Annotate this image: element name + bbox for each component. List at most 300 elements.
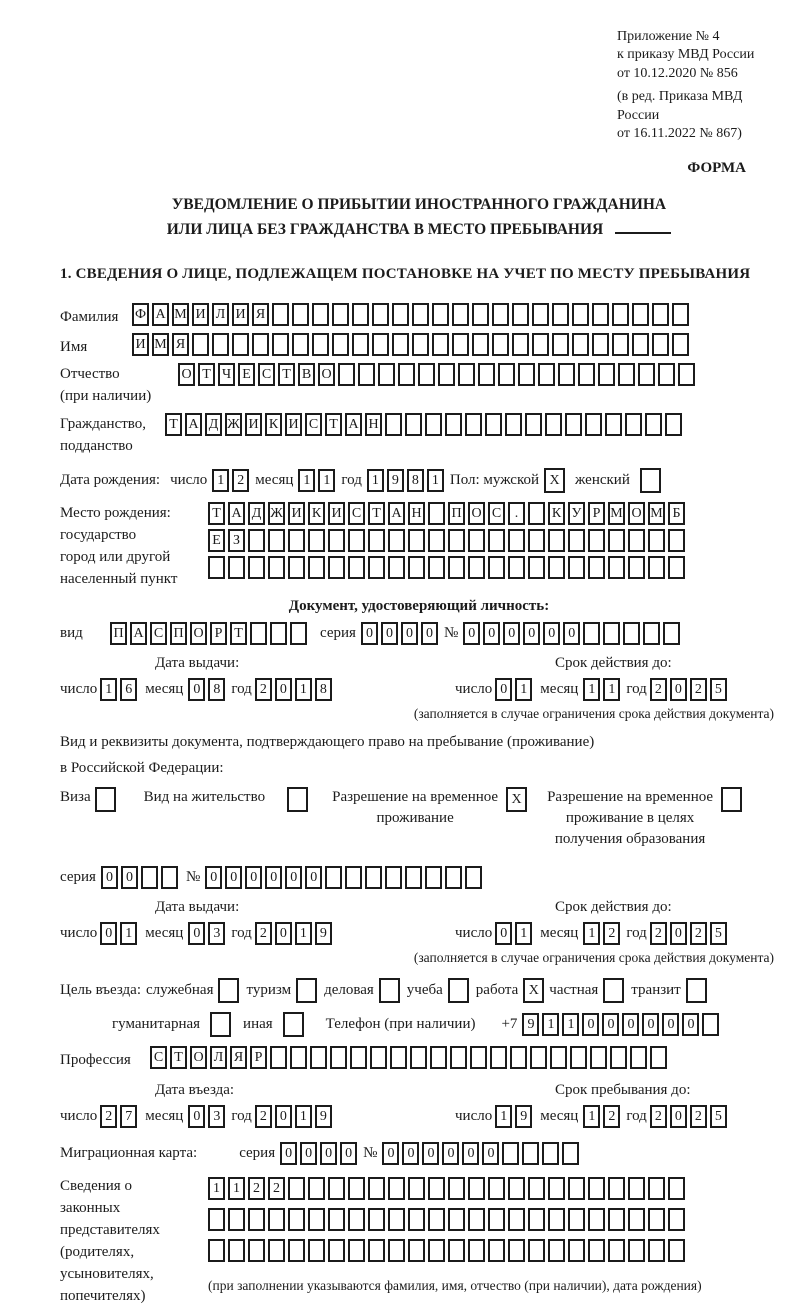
form-cell[interactable]: 2: [100, 1105, 117, 1128]
form-cell[interactable]: 0: [462, 1142, 479, 1165]
form-cell[interactable]: [208, 556, 225, 579]
form-cell[interactable]: [472, 333, 489, 356]
stay-month-cells[interactable]: [583, 1105, 623, 1128]
form-cell[interactable]: [565, 413, 582, 436]
form-cell[interactable]: [290, 1046, 307, 1069]
form-cell[interactable]: 9: [522, 1013, 539, 1036]
form-cell[interactable]: [368, 1208, 385, 1231]
form-cell[interactable]: 5: [710, 922, 727, 945]
form-cell[interactable]: [628, 529, 645, 552]
form-cell[interactable]: [632, 333, 649, 356]
form-cell[interactable]: 1: [295, 1105, 312, 1128]
form-cell[interactable]: [630, 1046, 647, 1069]
form-cell[interactable]: 7: [120, 1105, 137, 1128]
form-cell[interactable]: [528, 1177, 545, 1200]
permit-issue-year-cells[interactable]: [255, 922, 335, 945]
form-cell[interactable]: [592, 303, 609, 326]
form-cell[interactable]: 2: [248, 1177, 265, 1200]
form-cell[interactable]: [465, 866, 482, 889]
form-cell[interactable]: [432, 333, 449, 356]
form-cell[interactable]: 0: [401, 622, 418, 645]
form-cell[interactable]: [468, 556, 485, 579]
form-cell[interactable]: 0: [245, 866, 262, 889]
form-cell[interactable]: 0: [265, 866, 282, 889]
form-cell[interactable]: [292, 333, 309, 356]
representatives-row1-cells[interactable]: [208, 1177, 702, 1200]
form-cell[interactable]: Я: [172, 333, 189, 356]
form-cell[interactable]: [308, 529, 325, 552]
form-cell[interactable]: 1: [367, 469, 384, 492]
form-cell[interactable]: Ж: [225, 413, 242, 436]
form-cell[interactable]: [470, 1046, 487, 1069]
doc-series-cells[interactable]: [361, 622, 441, 645]
form-cell[interactable]: [428, 529, 445, 552]
form-cell[interactable]: 1: [583, 922, 600, 945]
phone-cells[interactable]: [522, 1013, 722, 1036]
form-cell[interactable]: [418, 363, 435, 386]
form-cell[interactable]: [248, 1208, 265, 1231]
form-cell[interactable]: О: [628, 502, 645, 525]
form-cell[interactable]: 2: [268, 1177, 285, 1200]
form-cell[interactable]: [330, 1046, 347, 1069]
form-cell[interactable]: [268, 556, 285, 579]
form-cell[interactable]: [288, 1177, 305, 1200]
form-cell[interactable]: 0: [382, 1142, 399, 1165]
form-cell[interactable]: [488, 1208, 505, 1231]
form-cell[interactable]: [332, 333, 349, 356]
form-cell[interactable]: С: [305, 413, 322, 436]
form-cell[interactable]: [468, 1239, 485, 1262]
form-cell[interactable]: [345, 866, 362, 889]
form-cell[interactable]: [270, 622, 287, 645]
form-cell[interactable]: [348, 1177, 365, 1200]
form-cell[interactable]: [522, 1142, 539, 1165]
form-cell[interactable]: [388, 1208, 405, 1231]
doc-valid-day-cells[interactable]: [495, 678, 535, 701]
form-cell[interactable]: [348, 1239, 365, 1262]
form-cell[interactable]: [458, 363, 475, 386]
form-cell[interactable]: [545, 413, 562, 436]
form-cell[interactable]: 9: [315, 922, 332, 945]
form-cell[interactable]: [425, 866, 442, 889]
doc-valid-year-cells[interactable]: [650, 678, 730, 701]
purpose-tourism-checkbox[interactable]: [296, 978, 317, 1003]
form-cell[interactable]: С: [488, 502, 505, 525]
form-cell[interactable]: [652, 333, 669, 356]
form-cell[interactable]: [488, 529, 505, 552]
doc-issue-year-cells[interactable]: [255, 678, 335, 701]
form-cell[interactable]: 0: [361, 622, 378, 645]
form-cell[interactable]: [542, 1142, 559, 1165]
form-cell[interactable]: Т: [165, 413, 182, 436]
form-cell[interactable]: [430, 1046, 447, 1069]
form-cell[interactable]: [208, 1239, 225, 1262]
form-cell[interactable]: [668, 556, 685, 579]
form-cell[interactable]: [605, 413, 622, 436]
form-cell[interactable]: [208, 1208, 225, 1231]
form-cell[interactable]: [532, 333, 549, 356]
form-cell[interactable]: О: [190, 622, 207, 645]
form-cell[interactable]: [428, 556, 445, 579]
form-cell[interactable]: [328, 556, 345, 579]
form-cell[interactable]: 3: [208, 1105, 225, 1128]
form-cell[interactable]: [548, 529, 565, 552]
form-cell[interactable]: [452, 303, 469, 326]
form-cell[interactable]: 5: [710, 1105, 727, 1128]
form-cell[interactable]: [508, 556, 525, 579]
form-cell[interactable]: [332, 303, 349, 326]
form-cell[interactable]: 2: [255, 678, 272, 701]
form-cell[interactable]: [488, 556, 505, 579]
form-cell[interactable]: 1: [583, 678, 600, 701]
form-cell[interactable]: 0: [563, 622, 580, 645]
form-cell[interactable]: [702, 1013, 719, 1036]
form-cell[interactable]: [618, 363, 635, 386]
form-cell[interactable]: 0: [285, 866, 302, 889]
form-cell[interactable]: [445, 866, 462, 889]
form-cell[interactable]: [525, 413, 542, 436]
form-cell[interactable]: [508, 1208, 525, 1231]
birthplace-row2-cells[interactable]: [208, 529, 688, 552]
form-cell[interactable]: [288, 1208, 305, 1231]
form-cell[interactable]: 1: [120, 922, 137, 945]
form-cell[interactable]: [358, 363, 375, 386]
form-cell[interactable]: [348, 1208, 365, 1231]
mc-number-cells[interactable]: [382, 1142, 582, 1165]
form-cell[interactable]: 2: [650, 922, 667, 945]
form-cell[interactable]: З: [228, 529, 245, 552]
form-cell[interactable]: 1: [495, 1105, 512, 1128]
form-cell[interactable]: [445, 413, 462, 436]
form-cell[interactable]: [558, 363, 575, 386]
birthplace-row3-cells[interactable]: [208, 556, 688, 579]
form-cell[interactable]: [490, 1046, 507, 1069]
form-cell[interactable]: 0: [495, 922, 512, 945]
form-cell[interactable]: Р: [250, 1046, 267, 1069]
form-cell[interactable]: К: [548, 502, 565, 525]
form-cell[interactable]: 0: [495, 678, 512, 701]
birthplace-row1-cells[interactable]: [208, 502, 688, 525]
form-cell[interactable]: И: [132, 333, 149, 356]
form-cell[interactable]: 9: [515, 1105, 532, 1128]
purpose-other-checkbox[interactable]: [283, 1012, 304, 1037]
form-cell[interactable]: [578, 363, 595, 386]
form-cell[interactable]: [268, 1208, 285, 1231]
form-cell[interactable]: 0: [482, 1142, 499, 1165]
form-cell[interactable]: [408, 1177, 425, 1200]
form-cell[interactable]: [678, 363, 695, 386]
form-cell[interactable]: [612, 333, 629, 356]
form-cell[interactable]: [385, 413, 402, 436]
form-cell[interactable]: В: [298, 363, 315, 386]
form-cell[interactable]: [388, 1239, 405, 1262]
birth-year-cells[interactable]: [367, 469, 447, 492]
form-cell[interactable]: [308, 1177, 325, 1200]
form-cell[interactable]: 5: [710, 678, 727, 701]
form-cell[interactable]: [365, 866, 382, 889]
form-cell[interactable]: Т: [170, 1046, 187, 1069]
form-cell[interactable]: 0: [503, 622, 520, 645]
form-cell[interactable]: 0: [121, 866, 138, 889]
form-cell[interactable]: Е: [208, 529, 225, 552]
form-cell[interactable]: [608, 1177, 625, 1200]
form-cell[interactable]: [348, 529, 365, 552]
form-cell[interactable]: [232, 333, 249, 356]
form-cell[interactable]: [472, 303, 489, 326]
form-cell[interactable]: С: [348, 502, 365, 525]
form-cell[interactable]: [308, 1208, 325, 1231]
form-cell[interactable]: [390, 1046, 407, 1069]
form-cell[interactable]: [328, 1177, 345, 1200]
form-cell[interactable]: [528, 1239, 545, 1262]
form-cell[interactable]: 1: [515, 922, 532, 945]
form-cell[interactable]: [408, 1239, 425, 1262]
form-cell[interactable]: М: [172, 303, 189, 326]
form-cell[interactable]: [408, 556, 425, 579]
form-cell[interactable]: А: [152, 303, 169, 326]
form-cell[interactable]: [505, 413, 522, 436]
form-cell[interactable]: [668, 529, 685, 552]
form-cell[interactable]: [538, 363, 555, 386]
form-cell[interactable]: [478, 363, 495, 386]
form-cell[interactable]: [648, 1239, 665, 1262]
permit-number-cells[interactable]: [205, 866, 485, 889]
form-cell[interactable]: [608, 1208, 625, 1231]
form-cell[interactable]: [388, 556, 405, 579]
form-cell[interactable]: [628, 1177, 645, 1200]
form-cell[interactable]: [428, 1208, 445, 1231]
form-cell[interactable]: [412, 333, 429, 356]
form-cell[interactable]: [508, 1239, 525, 1262]
form-cell[interactable]: [425, 413, 442, 436]
form-cell[interactable]: [352, 333, 369, 356]
form-cell[interactable]: [372, 303, 389, 326]
doc-number-cells[interactable]: [463, 622, 683, 645]
doc-kind-cells[interactable]: [110, 622, 310, 645]
form-cell[interactable]: [448, 1177, 465, 1200]
entry-year-cells[interactable]: [255, 1105, 335, 1128]
form-cell[interactable]: П: [170, 622, 187, 645]
form-cell[interactable]: [588, 529, 605, 552]
form-cell[interactable]: [310, 1046, 327, 1069]
form-cell[interactable]: [485, 413, 502, 436]
form-cell[interactable]: 0: [300, 1142, 317, 1165]
form-cell[interactable]: [603, 622, 620, 645]
form-cell[interactable]: [308, 1239, 325, 1262]
mc-series-cells[interactable]: [280, 1142, 360, 1165]
form-cell[interactable]: [428, 502, 445, 525]
form-cell[interactable]: [388, 529, 405, 552]
form-cell[interactable]: 0: [582, 1013, 599, 1036]
form-cell[interactable]: [452, 333, 469, 356]
form-cell[interactable]: А: [388, 502, 405, 525]
form-cell[interactable]: [658, 363, 675, 386]
form-cell[interactable]: 0: [543, 622, 560, 645]
form-cell[interactable]: Т: [208, 502, 225, 525]
form-cell[interactable]: 2: [603, 922, 620, 945]
form-cell[interactable]: [562, 1142, 579, 1165]
form-cell[interactable]: [552, 303, 569, 326]
form-cell[interactable]: [588, 1177, 605, 1200]
form-cell[interactable]: [548, 1239, 565, 1262]
purpose-business-checkbox[interactable]: [379, 978, 400, 1003]
form-cell[interactable]: 0: [602, 1013, 619, 1036]
form-cell[interactable]: [250, 622, 267, 645]
form-cell[interactable]: 0: [188, 1105, 205, 1128]
form-cell[interactable]: 0: [483, 622, 500, 645]
permit-valid-day-cells[interactable]: [495, 922, 535, 945]
sex-male-checkbox[interactable]: X: [544, 468, 565, 493]
patronymic-cells[interactable]: [178, 363, 698, 386]
form-cell[interactable]: [350, 1046, 367, 1069]
form-cell[interactable]: 0: [463, 622, 480, 645]
form-cell[interactable]: 0: [442, 1142, 459, 1165]
form-cell[interactable]: [665, 413, 682, 436]
sex-female-checkbox[interactable]: [640, 468, 661, 493]
form-cell[interactable]: [528, 556, 545, 579]
doc-issue-month-cells[interactable]: [188, 678, 228, 701]
form-cell[interactable]: [448, 1208, 465, 1231]
form-cell[interactable]: [628, 1239, 645, 1262]
form-cell[interactable]: [590, 1046, 607, 1069]
form-cell[interactable]: 0: [670, 1105, 687, 1128]
form-cell[interactable]: [141, 866, 158, 889]
form-cell[interactable]: 0: [188, 922, 205, 945]
form-cell[interactable]: 9: [387, 469, 404, 492]
form-cell[interactable]: [328, 1239, 345, 1262]
form-cell[interactable]: 0: [402, 1142, 419, 1165]
form-cell[interactable]: Р: [210, 622, 227, 645]
representatives-row3-cells[interactable]: [208, 1239, 702, 1262]
form-cell[interactable]: А: [228, 502, 245, 525]
form-cell[interactable]: [588, 556, 605, 579]
form-cell[interactable]: 0: [682, 1013, 699, 1036]
form-cell[interactable]: [312, 303, 329, 326]
form-cell[interactable]: [572, 333, 589, 356]
form-cell[interactable]: [392, 303, 409, 326]
form-cell[interactable]: [528, 502, 545, 525]
form-cell[interactable]: Ф: [132, 303, 149, 326]
form-cell[interactable]: М: [152, 333, 169, 356]
form-cell[interactable]: [368, 529, 385, 552]
form-cell[interactable]: [428, 1177, 445, 1200]
form-cell[interactable]: [272, 303, 289, 326]
form-cell[interactable]: [610, 1046, 627, 1069]
form-cell[interactable]: 2: [650, 1105, 667, 1128]
form-cell[interactable]: 8: [407, 469, 424, 492]
form-cell[interactable]: [450, 1046, 467, 1069]
form-cell[interactable]: [625, 413, 642, 436]
form-cell[interactable]: 0: [101, 866, 118, 889]
form-cell[interactable]: [488, 1239, 505, 1262]
form-cell[interactable]: [648, 1208, 665, 1231]
form-cell[interactable]: [432, 303, 449, 326]
form-cell[interactable]: Т: [278, 363, 295, 386]
form-cell[interactable]: [608, 1239, 625, 1262]
form-cell[interactable]: 1: [295, 922, 312, 945]
form-cell[interactable]: [568, 529, 585, 552]
form-cell[interactable]: [412, 303, 429, 326]
citizenship-cells[interactable]: [165, 413, 685, 436]
form-cell[interactable]: [428, 1239, 445, 1262]
form-cell[interactable]: 0: [340, 1142, 357, 1165]
form-cell[interactable]: [312, 333, 329, 356]
form-cell[interactable]: [632, 303, 649, 326]
permit-valid-year-cells[interactable]: [650, 922, 730, 945]
form-cell[interactable]: [623, 622, 640, 645]
form-cell[interactable]: 1: [208, 1177, 225, 1200]
form-cell[interactable]: [408, 1208, 425, 1231]
form-cell[interactable]: 0: [225, 866, 242, 889]
form-cell[interactable]: 2: [690, 1105, 707, 1128]
form-cell[interactable]: [288, 1239, 305, 1262]
form-cell[interactable]: [568, 556, 585, 579]
form-cell[interactable]: [508, 529, 525, 552]
form-cell[interactable]: 6: [120, 678, 137, 701]
stay-day-cells[interactable]: [495, 1105, 535, 1128]
permit-valid-month-cells[interactable]: [583, 922, 623, 945]
form-cell[interactable]: О: [318, 363, 335, 386]
permit-issue-day-cells[interactable]: [100, 922, 140, 945]
form-cell[interactable]: [488, 1177, 505, 1200]
form-cell[interactable]: [492, 333, 509, 356]
form-cell[interactable]: 1: [427, 469, 444, 492]
form-cell[interactable]: 1: [562, 1013, 579, 1036]
form-cell[interactable]: [348, 556, 365, 579]
form-cell[interactable]: [328, 529, 345, 552]
permit-issue-month-cells[interactable]: [188, 922, 228, 945]
form-cell[interactable]: [528, 529, 545, 552]
form-cell[interactable]: 2: [650, 678, 667, 701]
form-cell[interactable]: [528, 1208, 545, 1231]
profession-cells[interactable]: [150, 1046, 670, 1069]
form-cell[interactable]: 1: [295, 678, 312, 701]
birth-month-cells[interactable]: [298, 469, 338, 492]
form-cell[interactable]: И: [232, 303, 249, 326]
form-cell[interactable]: [518, 363, 535, 386]
residence-permit-checkbox[interactable]: [287, 787, 308, 812]
form-cell[interactable]: 1: [212, 469, 229, 492]
form-cell[interactable]: [270, 1046, 287, 1069]
form-cell[interactable]: 1: [298, 469, 315, 492]
form-cell[interactable]: 0: [670, 678, 687, 701]
form-cell[interactable]: [530, 1046, 547, 1069]
entry-day-cells[interactable]: [100, 1105, 140, 1128]
form-cell[interactable]: 0: [662, 1013, 679, 1036]
surname-cells[interactable]: [132, 303, 692, 326]
form-cell[interactable]: 9: [315, 1105, 332, 1128]
form-cell[interactable]: [498, 363, 515, 386]
form-cell[interactable]: [668, 1208, 685, 1231]
name-cells[interactable]: [132, 333, 692, 356]
visa-checkbox[interactable]: [95, 787, 116, 812]
form-cell[interactable]: 2: [690, 678, 707, 701]
form-cell[interactable]: [588, 1208, 605, 1231]
form-cell[interactable]: [290, 622, 307, 645]
form-cell[interactable]: М: [608, 502, 625, 525]
form-cell[interactable]: [588, 1239, 605, 1262]
form-cell[interactable]: О: [178, 363, 195, 386]
form-cell[interactable]: [268, 1239, 285, 1262]
form-cell[interactable]: 8: [208, 678, 225, 701]
form-cell[interactable]: [668, 1239, 685, 1262]
form-cell[interactable]: [468, 529, 485, 552]
form-cell[interactable]: 0: [622, 1013, 639, 1036]
form-cell[interactable]: 0: [275, 1105, 292, 1128]
form-cell[interactable]: [410, 1046, 427, 1069]
form-cell[interactable]: М: [648, 502, 665, 525]
purpose-official-checkbox[interactable]: [218, 978, 239, 1003]
